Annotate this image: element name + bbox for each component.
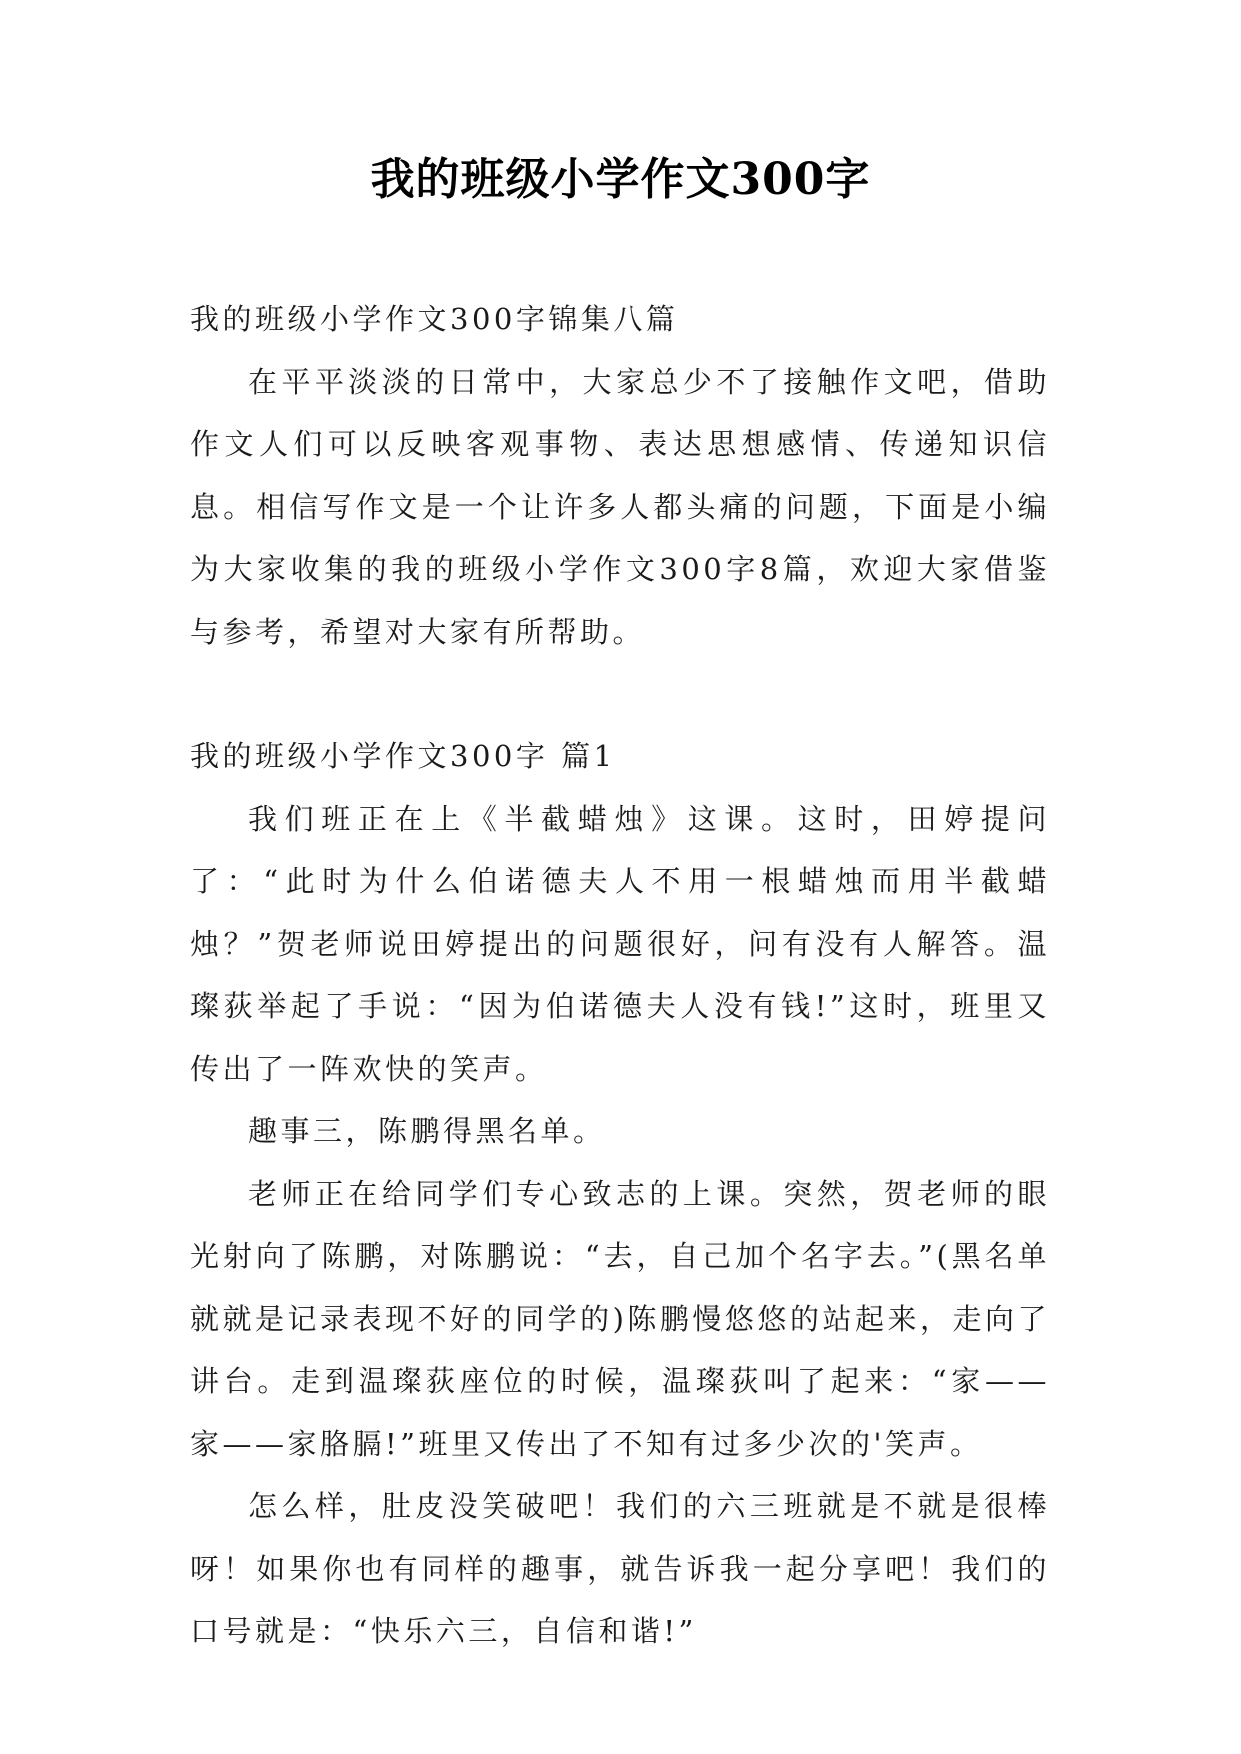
document-title: 我的班级小学作文300字 [370, 154, 871, 205]
body-paragraph: 趣事三，陈鹏得黑名单。 [248, 1114, 606, 1148]
section-heading: 我的班级小学作文300字 篇1 [190, 739, 616, 773]
body-paragraph: 老师正在给同学们专心致志的上课。突然，贺老师的眼光射向了陈鹏，对陈鹏说：“去，自己加个名字去。”(黑名单就就是记录表现不好的同学的)陈鹏慢悠悠的站起来，走向了讲台。走到温璨荻座位的时候，温璨荻叫了起来：“家——家——家胳膈!”班里又传出了不知有过多少次的'笑声。 [190, 1176, 1050, 1461]
document-body [190, 288, 1050, 1663]
collection-subtitle: 我的班级小学作文300字锦集八篇 [190, 302, 679, 336]
section-spacer [190, 663, 1050, 725]
body-paragraph: 怎么样，肚皮没笑破吧！我们的六三班就是不就是很棒呀！如果你也有同样的趣事，就告诉我一起分享吧！我们的口号就是：“快乐六三，自信和谐!” [190, 1489, 1050, 1648]
intro-paragraph: 在平平淡淡的日常中，大家总少不了接触作文吧，借助作文人们可以反映客观事物、表达思想感情、传递知识信息。相信写作文是一个让许多人都头痛的问题，下面是小编为大家收集的我的班级小学作文300字8篇，欢迎大家借鉴与参考，希望对大家有所帮助。 [190, 364, 1050, 649]
body-paragraph: 我们班正在上《半截蜡烛》这课。这时，田婷提问了：“此时为什么伯诺德夫人不用一根蜡烛而用半截蜡烛？”贺老师说田婷提出的问题很好，问有没有人解答。温璨荻举起了手说：“因为伯诺德夫人没有钱!”这时，班里又传出了一阵欢快的笑声。 [190, 801, 1050, 1086]
